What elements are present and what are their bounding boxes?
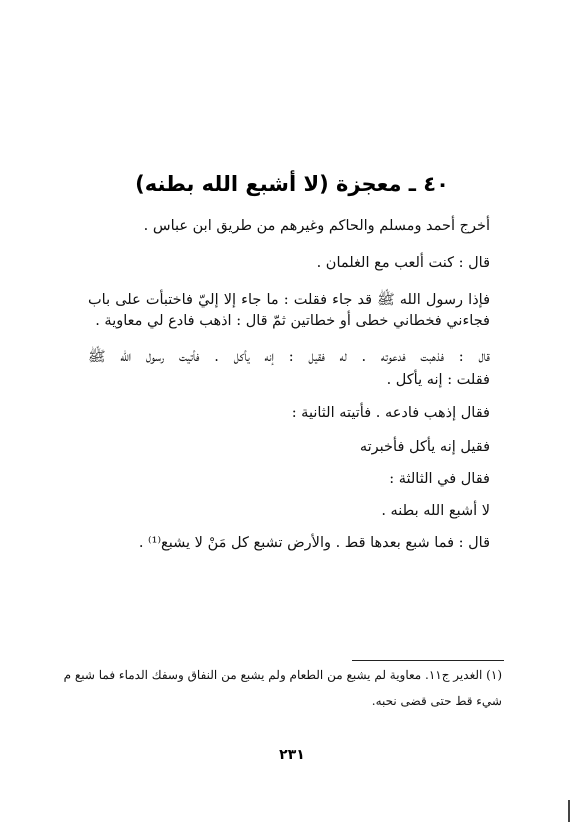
footnote-line-2: شيء قط حتى قضى نحبه. [371, 694, 502, 708]
body-line-10: لا أشبع الله بطنه . [381, 503, 490, 519]
footnote-line-1: (١) الغدير ج١١. معاوية لم يشبع من الطعام ولم يشبع من النفاق وسفك الدماء فما شبع م [63, 668, 502, 682]
body-line-7: فقال إذهب فادعه . فأتيته الثانية : [291, 405, 490, 421]
body-line-9: فقال في الثالثة : [389, 471, 490, 487]
body-line-6: فقلت : إنه يأكل . [386, 372, 490, 388]
body-line-2: قال : كنت ألعب مع الغلمان . [316, 255, 490, 271]
body-line-4: فجاءني فخطاني خطى أو خطاتين ثمّ قال : اذهب فادع لي معاوية . [95, 313, 490, 329]
body-line-8: فقيل إنه يأكل فأخبرته [359, 439, 490, 455]
body-line-3: فإذا رسول الله ﷺ قد جاء فقلت : ما جاء إلا إليّ فاختبأت على باب [88, 292, 490, 308]
page-number: ٢٣١ [279, 747, 305, 763]
footnote-divider [352, 660, 504, 661]
body-line-1: أخرج أحمد ومسلم والحاكم وغيرهم من طريق ابن عباس . [143, 218, 490, 234]
body-line-5: قال : فذهبت فدعوته . له فقيل : إنه يأكل . فأتيت رسول الله ﷺ [88, 349, 490, 365]
chapter-heading: ٤٠ ـ معجزة (لا أشبع الله بطنه) [135, 172, 449, 196]
scan-edge-mark [568, 800, 570, 822]
body-line-11: قال : فما شبع بعدها قط . والأرض تشبع كل مَنْ لا يشبع⁽¹⁾ . [138, 535, 490, 551]
